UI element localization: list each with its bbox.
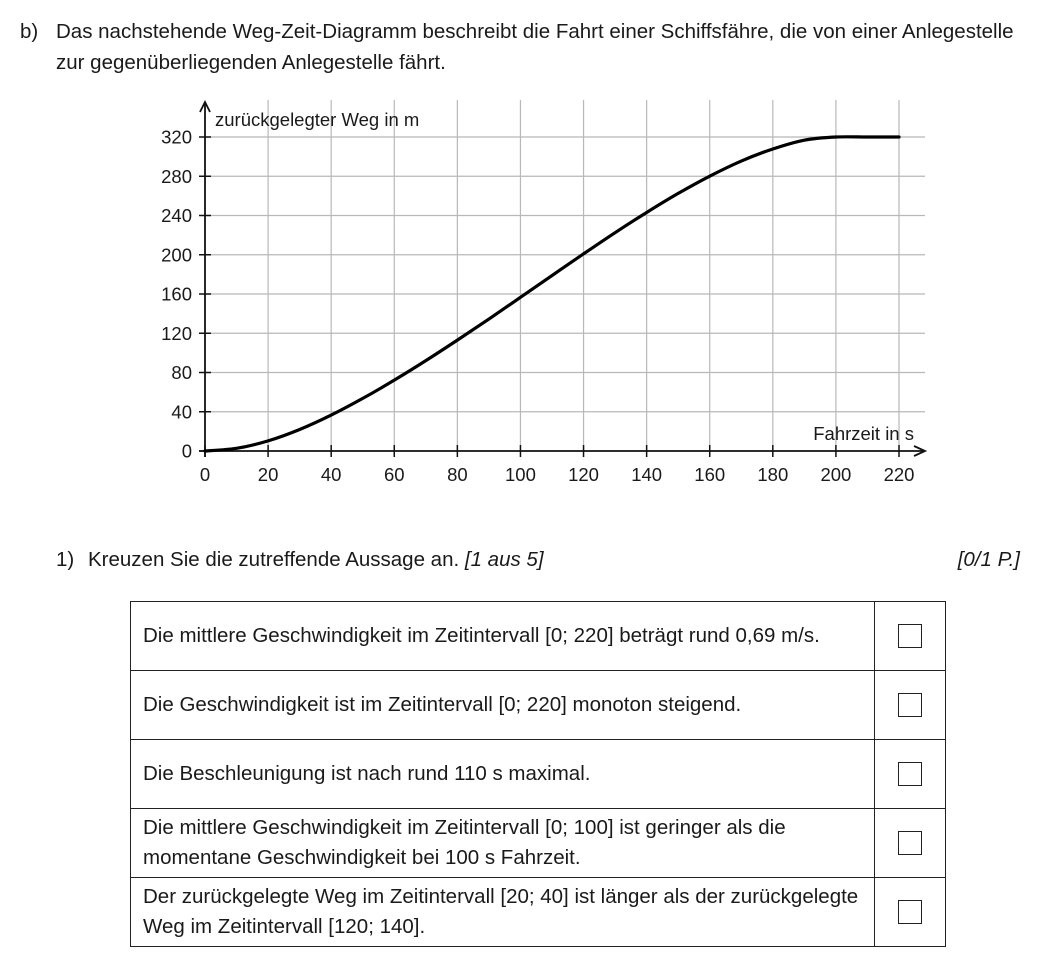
option-checkbox-cell <box>875 602 946 671</box>
x-axis-label: Fahrzeit in s <box>813 423 914 444</box>
option-text: Die mittlere Geschwindigkeit im Zeitintervall [0; 220] beträgt rund 0,69 m/s. <box>131 602 875 671</box>
part-label: b) <box>20 20 39 43</box>
x-tick-label: 20 <box>257 464 279 485</box>
answer-options-table <box>130 601 946 947</box>
chart-grid <box>205 100 925 451</box>
option-row <box>131 878 946 947</box>
option-checkbox-cell <box>875 878 946 947</box>
y-tick-label: 280 <box>161 165 192 187</box>
option-2-checkbox[interactable] <box>898 693 922 717</box>
chart-ticks <box>161 127 914 486</box>
x-tick-label: 180 <box>757 464 789 485</box>
y-tick-label: 240 <box>161 205 192 226</box>
y-tick-label: 200 <box>161 244 192 266</box>
option-checkbox-cell <box>875 740 946 809</box>
question-text-line <box>88 548 544 572</box>
option-3-checkbox[interactable] <box>898 762 922 786</box>
intro-text: Das nachstehende Weg-Zeit-Diagramm beschreibt die Fahrt einer Schiffsfähre, die von einer Anlegestelle zur gegenüberliegenden Anlegestelle fährt. <box>56 20 1014 74</box>
y-tick-label: 0 <box>181 440 192 462</box>
x-tick-label: 140 <box>631 464 663 485</box>
option-row <box>131 809 946 878</box>
option-text: Der zurückgelegte Weg im Zeitintervall [20; 40] ist länger als der zurückgelegte Weg im Zeitintervall [120; 140]. <box>131 878 875 947</box>
y-axis-label: zurückgelegter Weg in m <box>215 109 420 130</box>
y-tick-label: 120 <box>161 322 192 344</box>
question-text: Kreuzen Sie die zutreffende Aussage an. <box>88 548 460 571</box>
y-tick-label: 80 <box>171 362 192 383</box>
x-tick-label: 80 <box>447 464 468 485</box>
x-tick-label: 200 <box>820 464 852 485</box>
option-4-checkbox[interactable] <box>898 831 922 855</box>
option-row <box>131 671 946 740</box>
option-row <box>131 602 946 671</box>
x-tick-label: 120 <box>568 464 599 485</box>
option-text: Die Beschleunigung ist nach rund 110 s maximal. <box>131 740 875 809</box>
option-1-checkbox[interactable] <box>898 624 922 648</box>
y-tick-label: 40 <box>171 401 192 423</box>
option-5-checkbox[interactable] <box>898 900 922 924</box>
question-hint: [1 aus 5] <box>464 548 544 571</box>
x-tick-label: 160 <box>694 464 726 485</box>
x-tick-label: 100 <box>505 464 536 485</box>
option-text: Die Geschwindigkeit ist im Zeitintervall [0; 220] monoton steigend. <box>131 671 875 740</box>
y-tick-label: 320 <box>161 126 192 148</box>
x-tick-label: 60 <box>383 464 405 485</box>
chart-axes <box>199 102 925 457</box>
option-checkbox-cell <box>875 809 946 878</box>
y-tick-label: 160 <box>161 283 192 305</box>
option-row <box>131 740 946 809</box>
option-checkbox-cell <box>875 671 946 740</box>
x-tick-label: 40 <box>320 464 342 485</box>
x-tick-label: 220 <box>883 464 915 485</box>
question-number: 1) <box>56 548 75 571</box>
question-points: [0/1 P.] <box>957 548 1020 571</box>
option-text: Die mittlere Geschwindigkeit im Zeitintervall [0; 100] ist geringer als die momentane Geschwindigkeit bei 100 s Fahrzeit. <box>131 809 875 878</box>
x-tick-label: 0 <box>199 464 211 485</box>
